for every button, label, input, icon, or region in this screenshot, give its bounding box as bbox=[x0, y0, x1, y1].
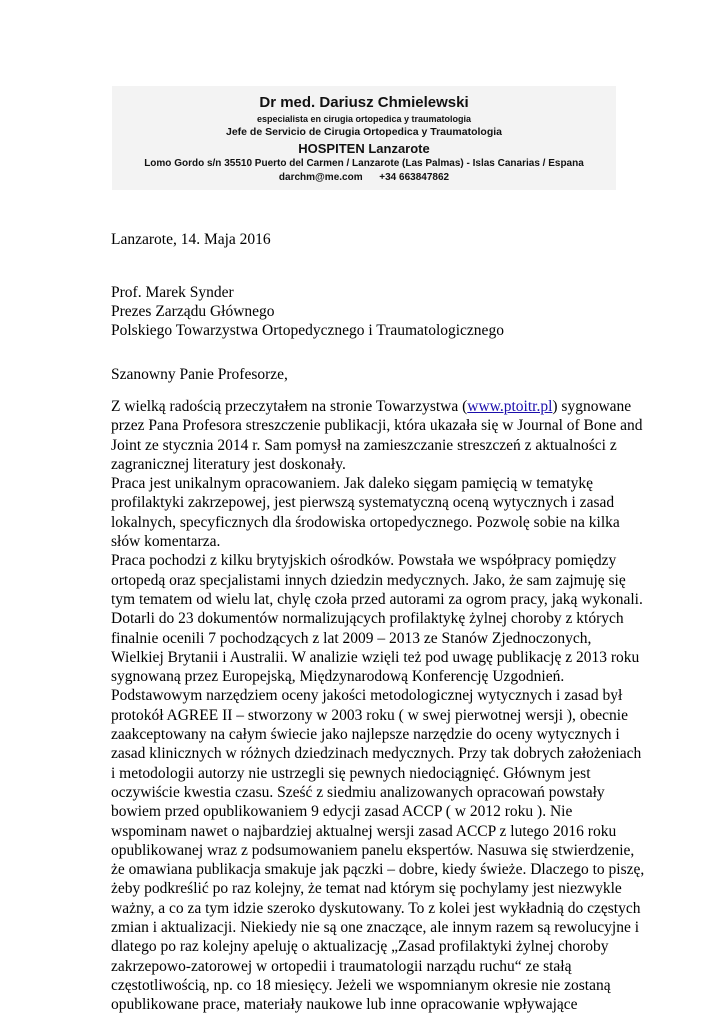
body-line: zakrzepowo-zatorowej w ortopedii i traumatologii narządu ruchu“ ze stałą bbox=[111, 957, 572, 975]
recipient-name: Prof. Marek Synder bbox=[111, 284, 234, 301]
letterhead-address: Lomo Gordo s/n 35510 Puerto del Carmen / Lanzarote (Las Palmas) - Islas Canarias / Espana bbox=[144, 158, 584, 169]
body-line: Podstawowym narzędziem oceny jakości metodologicznej wytycznych i zasad był bbox=[111, 687, 623, 705]
body-line-text: ) sygnowane bbox=[552, 398, 632, 415]
body-line: bowiem przed opublikowaniem 9 edycji zasad ACCP ( w 2012 roku ). Nie bbox=[111, 803, 573, 821]
letterhead bbox=[112, 86, 616, 190]
body-line: i metodologii autorzy nie ustrzegli się pewnych niedociągnięć. Głównym jest bbox=[111, 764, 591, 782]
body-line: lokalnych, specyficznych dla środowiska ortopedycznego. Pozwolę sobie na kilka bbox=[111, 513, 620, 531]
body-line: Dotarli do 23 dokumentów normalizujących profilaktykę żylnej choroby z których bbox=[111, 610, 624, 628]
body-line: że omawiana publikacja smakuje jak pączki – dobre, kiedy świeże. Dlaczego to piszę, bbox=[111, 861, 645, 879]
recipient-title: Prezes Zarządu Głównego bbox=[111, 303, 275, 320]
greeting: Szanowny Panie Profesorze, bbox=[111, 366, 288, 383]
body-line: Wielkiej Brytanii i Australii. W analizie wzięli też pod uwagę publikację z 2013 roku bbox=[111, 648, 640, 666]
letterhead-name: Dr med. Dariusz Chmielewski bbox=[259, 94, 469, 111]
body-line: protokół AGREE II – stworzony w 2003 roku ( w swej pierwotnej wersji ), obecnie bbox=[111, 706, 628, 724]
body-line: opublikowanej wraz z podsumowaniem panelu ekspertów. Nasuwa się stwierdzenie, bbox=[111, 841, 635, 859]
letterhead-phone: +34 663847862 bbox=[379, 172, 450, 183]
society-website-link[interactable]: www.ptoitr.pl bbox=[467, 398, 553, 415]
letter-date: Lanzarote, 14. Maja 2016 bbox=[111, 231, 271, 248]
body-line-text: Z wielką radością przeczytałem na stronie Towarzystwa ( bbox=[111, 398, 468, 415]
body-line bbox=[111, 397, 644, 416]
body-line: zaakceptowany na całym świecie jako najlepsze narzędzie do oceny wytycznych i bbox=[111, 726, 620, 744]
letterhead-position: Jefe de Servicio de Cirugia Ortopedica y Traumatologia bbox=[226, 126, 502, 138]
body-line: ważny, a co za tym idzie szeroko dyskutowany. To z kolei jest wykładnią do częstych bbox=[111, 899, 641, 917]
body-line: sygnowaną przez Europejską, Międzynarodową Konferencję Uzgodnień. bbox=[111, 668, 565, 686]
body-line: wspominam nawet o najbardziej aktualnej wersji zasad ACCP z lutego 2016 roku bbox=[111, 822, 617, 840]
recipient-block bbox=[111, 283, 504, 340]
body-line: słów komentarza. bbox=[111, 533, 221, 551]
body-line: częstotliwością, np. co 18 miesięcy. Jeżeli we wspomnianym okresie nie zostaną bbox=[111, 976, 611, 994]
letterhead-specialty: especialista en cirugia ortopedica y traumatologia bbox=[256, 114, 472, 124]
body-line: Joint ze stycznia 2014 r. Sam pomysł na zamieszczanie streszczeń z aktualności z bbox=[111, 436, 617, 454]
body-line: zasad klinicznych w różnych dziedzinach medycznych. Przy tak dobrych założeniach bbox=[111, 745, 642, 763]
body-line: ortopedą oraz specjalistami innych dziedzin medycznych. Jako, że sam zajmuję się bbox=[111, 571, 626, 589]
letterhead-contact bbox=[112, 172, 616, 183]
recipient-organization: Polskiego Towarzystwa Ortopedycznego i Traumatologicznego bbox=[111, 322, 504, 339]
body-line: tym tematem od wielu lat, chylę czoła przed autorami za ogrom pracy, jaką wykonali. bbox=[111, 590, 643, 608]
body-line: oczywiście kwestia czasu. Sześć z siedmiu analizowanych opracowań powstały bbox=[111, 783, 605, 801]
body-line: żeby podkreślić po raz kolejny, że temat nad którym się pochylamy jest niezwykle bbox=[111, 880, 622, 898]
body-line: zmian i aktualizacji. Niekiedy nie są one znaczące, ale innym razem są rewolucyjne i bbox=[111, 919, 640, 937]
body-line: Praca jest unikalnym opracowaniem. Jak daleko sięgam pamięcią w tematykę bbox=[111, 475, 594, 493]
body-line: opublikowane prace, materiały naukowe lub inne opracowanie wpływające bbox=[111, 996, 578, 1014]
body-line: dlatego po raz kolejny apeluję o aktualizację „Zasad profilaktyki żylnej choroby bbox=[111, 938, 609, 956]
letterhead-email: darchm@me.com bbox=[278, 172, 363, 183]
body-line: finalnie ocenili 7 pochodzących z lat 2009 – 2013 ze Stanów Zjednoczonych, bbox=[111, 629, 592, 647]
letterhead-hospital: HOSPITEN Lanzarote bbox=[298, 141, 430, 156]
body-line: Praca pochodzi z kilku brytyjskich ośrodków. Powstała we współpracy pomiędzy bbox=[111, 552, 617, 570]
letter-body bbox=[111, 397, 644, 1015]
body-line: zagranicznej literatury jest doskonały. bbox=[111, 455, 346, 473]
body-line: przez Pana Profesora streszczenie publikacji, która ukazała się w Journal of Bone and bbox=[111, 417, 643, 435]
body-line: profilaktyki zakrzepowej, jest pierwszą systematyczną oceną wytycznych i zasad bbox=[111, 494, 615, 512]
